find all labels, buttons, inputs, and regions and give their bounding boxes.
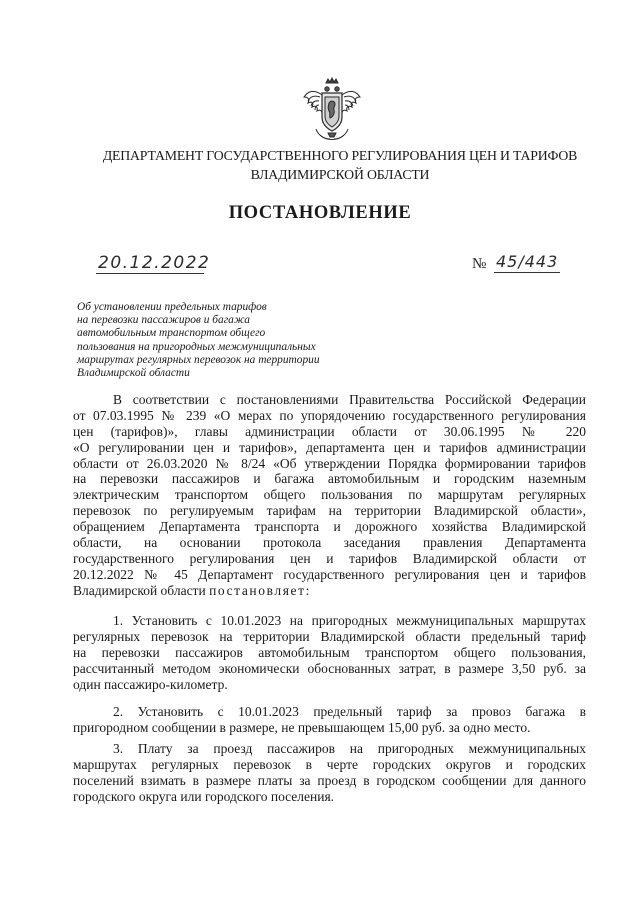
text-line: маршрутах регулярных перевозок в черте городских округов и городских: [73, 756, 586, 772]
text-line: области от 26.03.2020 № 8/24 «Об утверждении Порядка формировании тарифов: [73, 455, 586, 471]
subject-line: Владимирской области: [77, 367, 190, 380]
preamble-paragraph: [73, 392, 586, 599]
text-line: поселений взимать в размере платы за проезд в городском сообщении для данного: [73, 772, 586, 788]
text-line: 20.12.2022 № 45 Департамент государственного регулирования цен и тарифов: [73, 566, 586, 582]
text-line: 2. Установить с 10.01.2023 предельный тариф за провоз багажа в: [113, 704, 586, 719]
document-subject: [77, 301, 377, 380]
decree-word: постановляет:: [209, 582, 311, 598]
subject-line: пользования на пригородных межмуниципальных: [77, 340, 316, 353]
preamble-last-text: Владимирской области: [73, 582, 210, 598]
text-line: рассчитанный методом экономически обоснованных затрат, в размере 3,50 руб. за: [73, 660, 586, 676]
document-date: 20.12.2022: [98, 253, 211, 273]
text-line: В соответствии с постановлениями Правительства Российской Федерации: [113, 392, 586, 407]
subject-line: Об установлении предельных тарифов: [77, 301, 267, 313]
text-line: [73, 583, 586, 599]
text-line: один пассажиро-километр.: [73, 676, 228, 692]
subject-line: на перевозки пассажиров и багажа: [77, 314, 250, 327]
text-line: регулярных перевозок на территории Владимирской области предельный тариф: [73, 628, 586, 644]
text-line: городского округа или городского поселения.: [73, 788, 335, 804]
text-line: пригородном сообщении в размере, не превышающем 15,00 руб. за одно место.: [73, 719, 531, 735]
number-underline: [494, 272, 560, 273]
text-line: от 07.03.1995 № 239 «О мерах по упорядочению государственного регулирования: [73, 407, 586, 423]
document-type-title: ПОСТАНОВЛЕНИЕ: [228, 203, 412, 223]
document-number: 45/443: [496, 252, 559, 271]
text-line: перевозок по регулируемым тарифам на территории Владимирской области»,: [73, 503, 586, 519]
subject-line: маршрутах регулярных перевозок на территории: [77, 353, 320, 366]
clause-1: [73, 613, 586, 692]
date-underline: [96, 273, 204, 274]
text-line: цен (тарифов)», главы администрации области от 30.06.1995 № 220: [73, 423, 586, 439]
text-line: на перевозки пассажиров автомобильным транспортом общего пользования,: [73, 644, 586, 660]
text-line: обращением Департамента транспорта и дорожного хозяйства Владимирской: [73, 519, 586, 535]
coat-of-arms-icon: [300, 77, 364, 143]
text-line: государственного регулирования цен и тарифов Владимирской области от: [73, 550, 586, 566]
department-name-line1: ДЕПАРТАМЕНТ ГОСУДАРСТВЕННОГО РЕГУЛИРОВАНИЯ ЦЕН И ТАРИФОВ: [102, 148, 578, 163]
number-label: №: [472, 256, 487, 272]
text-line: 3. Плату за проезд пассажиров на пригородных межмуниципальных: [113, 741, 586, 756]
text-line: области, на основании протокола заседания правления Департамента: [73, 535, 586, 551]
text-line: 1. Установить с 10.01.2023 на пригородных межмуниципальных маршрутах: [113, 613, 586, 628]
text-line: электрическим транспортом общего пользования по маршрутам регулярных: [73, 487, 586, 503]
subject-line: автомобильным транспортом общего: [77, 327, 266, 340]
clause-3: [73, 741, 586, 805]
text-line: на перевозки пассажиров и багажа автомобильным и городским наземным: [73, 471, 586, 487]
clause-2: [73, 704, 586, 736]
department-name-line2: ВЛАДИМИРСКОЙ ОБЛАСТИ: [250, 167, 430, 182]
text-line: «О регулировании цен и тарифов», департамента цен и тарифов администрации: [73, 439, 586, 455]
